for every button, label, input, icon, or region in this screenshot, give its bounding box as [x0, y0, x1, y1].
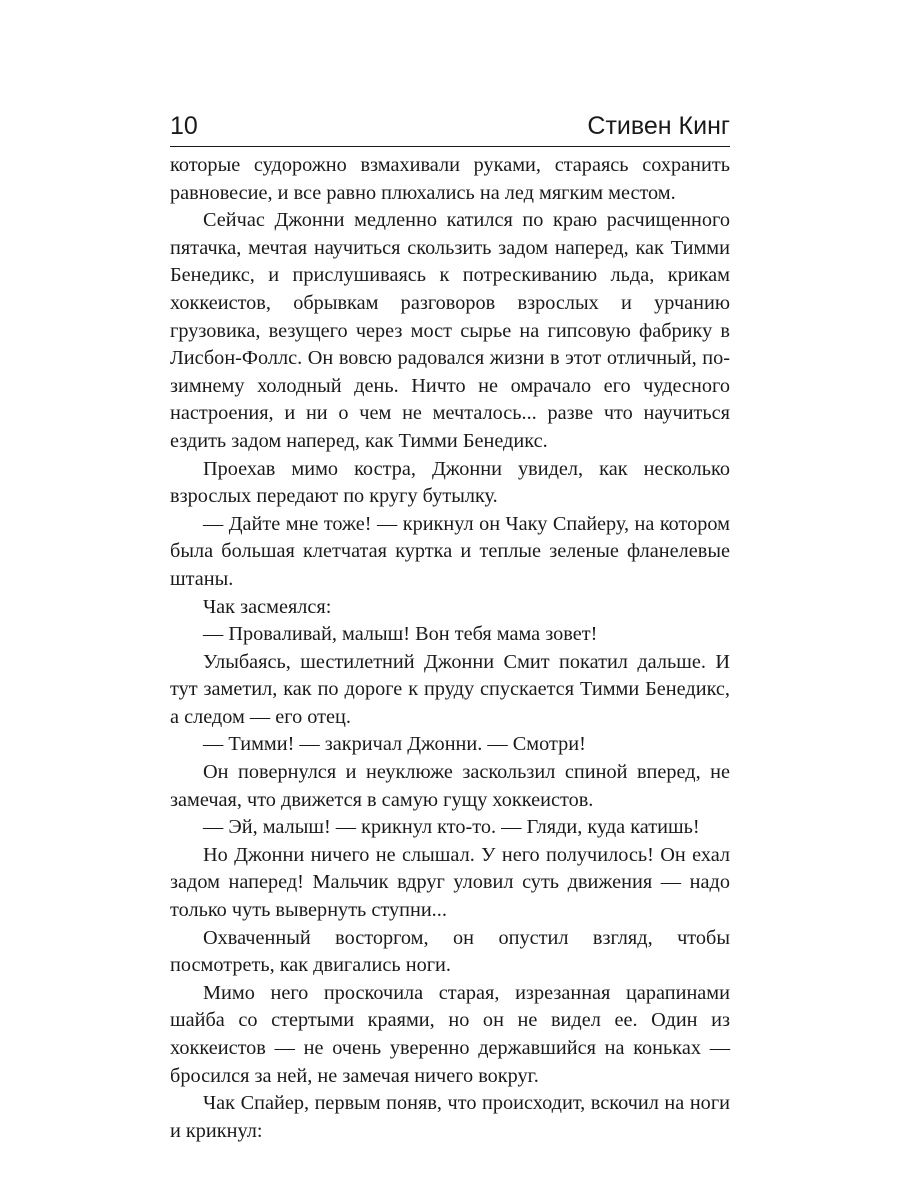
paragraph: Он повернулся и неуклюже заскользил спиной вперед, не замечая, что движется в самую гущу хоккеистов.	[170, 761, 730, 811]
paragraph: Но Джонни ничего не слышал. У него получилось! Он ехал задом наперед! Мальчик вдруг уловил суть движения — надо только чуть вывернуть ступни...	[170, 843, 730, 922]
paragraph: — Тимми! — закричал Джонни. — Смотри!	[203, 733, 586, 756]
paragraph: — Проваливай, малыш! Вон тебя мама зовет!	[203, 623, 598, 646]
running-title: Стивен Кинг	[587, 112, 730, 140]
paragraph: Чак Спайер, первым поняв, что происходит, вскочил на ноги и крикнул:	[170, 1092, 730, 1142]
paragraph: Улыбаясь, шестилетний Джонни Смит покатил дальше. И тут заметил, как по дороге к пруду спускается Тимми Бенедикс, а следом — его отец.	[170, 650, 730, 728]
paragraph: Проехав мимо костра, Джонни увидел, как несколько взрослых передают по кругу бутылку.	[170, 457, 730, 508]
header-rule	[170, 146, 730, 147]
paragraph: — Эй, малыш! — крикнул кто-то. — Гляди, куда катишь!	[203, 816, 700, 839]
paragraph: — Дайте мне тоже! — крикнул он Чаку Спайеру, на котором была большая клетчатая куртка и теплые зеленые фланелевые штаны.	[170, 512, 730, 590]
body-text	[170, 152, 730, 1145]
paragraph: которые судорожно взмахивали руками, стараясь сохранить равновесие, и все равно плюхались на лед мягким местом.	[170, 154, 730, 204]
paragraph: Чак засмеялся:	[203, 595, 332, 618]
page-header	[170, 108, 730, 144]
paragraph: Мимо него проскочила старая, изрезанная царапинами шайба со стертыми краями, но он не видел ее. Один из хоккеистов — не очень уверенно державшийся на коньках — бросился за ней, не замечая ничего вокруг.	[170, 981, 730, 1087]
page-number: 10	[170, 112, 198, 140]
paragraph: Охваченный восторгом, он опустил взгляд, чтобы посмотреть, как двигались ноги.	[170, 926, 730, 977]
paragraph: Сейчас Джонни медленно катился по краю расчищенного пятачка, мечтая научиться скользить задом наперед, как Тимми Бенедикс, и прислушиваясь к потрескиванию льда, крикам хоккеистов, обрывкам разговоров взрослых и урчанию грузовика, везущего через мост сырье на гипсовую фабрику в Лисбон-Фоллс. Он вовсю радовался жизни в этот отличный, по-зимнему холодный день. Ничто не омрачало его чудесного настроения, и ни о чем не мечталось... разве что научиться ездить задом наперед, как Тимми Бенедикс.	[170, 209, 730, 452]
